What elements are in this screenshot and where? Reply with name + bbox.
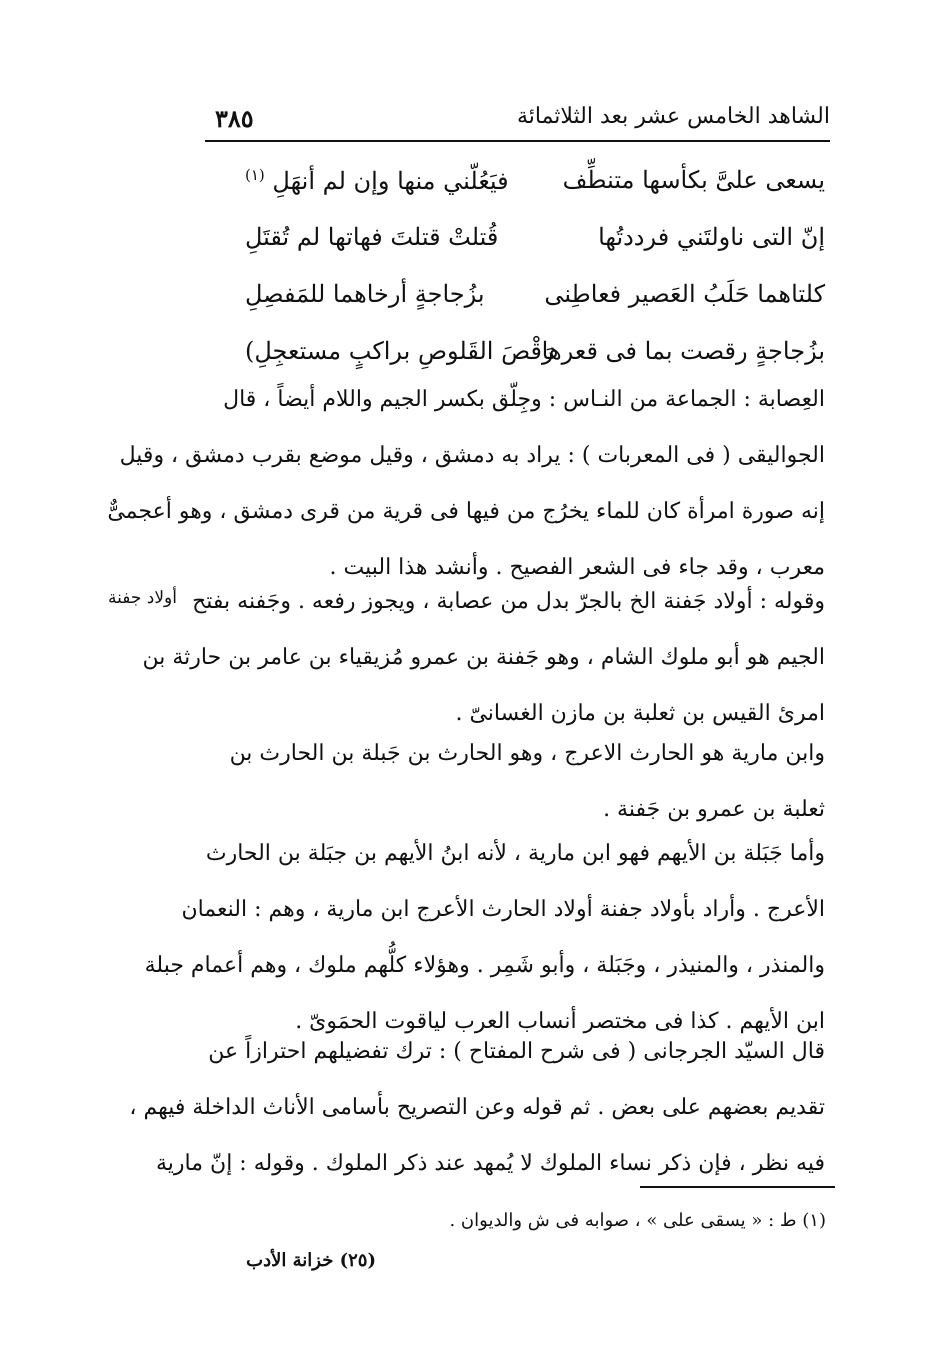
footnote-rule <box>640 1186 835 1188</box>
verse-second-hemistich: فيَعُلّني منها وإن لم أنهَلِ $^{(١)}$ <box>245 166 509 195</box>
running-title: الشاهد الخامس عشر بعد الثلاثمائة <box>516 104 830 129</box>
text-line: ثعلبة بن عمرو بن جَفنة . <box>603 797 825 822</box>
text-line: وأما جَبَلة بن الأيهم فهو ابن مارية ، لأنه ابنُ الأيهم بن جبَلة بن الحارث <box>205 841 825 866</box>
verse-line <box>205 160 825 217</box>
paragraph-jurjani <box>129 1024 825 1192</box>
paragraph-jabala <box>144 826 825 1050</box>
text-line: ابن الأيهم . كذا فى مختصر أنساب العرب لياقوت الحمَوىّ . <box>295 1009 825 1034</box>
text-line: وقوله : أولاد جَفنة الخ بالجرّ بدل من عصابة ، ويجوز رفعه . وجَفنه بفتح <box>192 589 825 614</box>
text-line: تقديم بعضهم على بعض . ثم قوله وعن التصريح بأسامى الأناث الداخلة فيهم ، <box>129 1095 825 1120</box>
text-line: الجواليقى ( فى المعربات ) : يراد به دمشق ، وقيل موضع بقرب دمشق ، وقيل <box>119 443 825 468</box>
verse-first-hemistich: يسعى علىَّ بكأسها متنطِّف <box>562 166 825 194</box>
paragraph-isaba <box>107 372 825 596</box>
page-number: ٣٨٥ <box>215 104 254 133</box>
text-line: فيه نظر ، فإن ذكر نساء الملوك لا يُمهد عند ذكر الملوك . وقوله : إنّ مارية <box>156 1151 825 1176</box>
text-line: قال السيّد الجرجانى ( فى شرح المفتاح ) : ترك تفضيلهم احترازاً عن <box>208 1039 825 1064</box>
verse-first-hemistich: إنّ التى ناولتَني فرددتُها <box>598 223 825 251</box>
text-line: معرب ، وقد جاء فى الشعر الفصيح . وأنشد هذا البيت . <box>329 555 825 580</box>
text-line: الجيم هو أبو ملوك الشام ، وهو جَفنة بن عمرو مُزيقياء بن عامر بن حارثة بن <box>142 645 825 670</box>
text-line: الأعرج . وأراد بأولاد جفنة أولاد الحارث الأعرج ابن مارية ، وهم : النعمان <box>181 897 825 922</box>
verse-second-hemistich: قُتلتْ قتلتَ فهاتها لم تُقتَلِ <box>245 223 499 251</box>
text-line: والمنذر ، والمنيذر ، وجَبَلة ، وأبو شَمِر . وهؤلاء كلُّهم ملوك ، وهم أعمام جبلة <box>144 953 825 978</box>
text-line: امرئ القيس بن ثعلبة بن مازن الغسانىّ . <box>455 701 825 726</box>
footnote-marker: (١) <box>245 166 265 184</box>
text-line: وابن مارية هو الحارث الاعرج ، وهو الحارث بن جَبلة بن الحارث بن <box>229 741 825 766</box>
page-header <box>205 100 830 142</box>
poem-verses <box>205 160 825 388</box>
verse-line <box>205 217 825 274</box>
paragraph-ibn-mariya <box>205 726 825 838</box>
text-line: إنه صورة امرأة كان للماء يخرُج من فيها فى قرية من قرى دمشق ، وهو أعجمىٌّ <box>107 499 825 524</box>
paragraph-awlad-jafna <box>142 574 825 742</box>
footnote: (١) ط : « يسقى على » ، صوابه فى ش والديوان . <box>449 1210 826 1231</box>
verse-first-hemistich: كلتاهما حَلَبُ العَصير فعاطِنى <box>544 280 825 308</box>
signature-mark: (٢٥) خزانة الأدب <box>246 1250 376 1271</box>
verse-second-hemistich: رَقْصَ القَلوصِ براكبٍ مستعجِلِ) <box>245 337 554 365</box>
verse-first-hemistich: بزُجاجةٍ رقصت بما فى قعرها <box>541 337 825 365</box>
verse-second-hemistich: بزُجاجةٍ أرخاهما للمَفصِلِ <box>245 280 485 308</box>
text-line: العِصابة : الجماعة من النـاس : وجِلّق بكسر الجيم واللام أيضاً ، قال <box>223 387 825 412</box>
verse-line <box>205 274 825 331</box>
margin-note: أولاد جفنة <box>108 588 177 608</box>
